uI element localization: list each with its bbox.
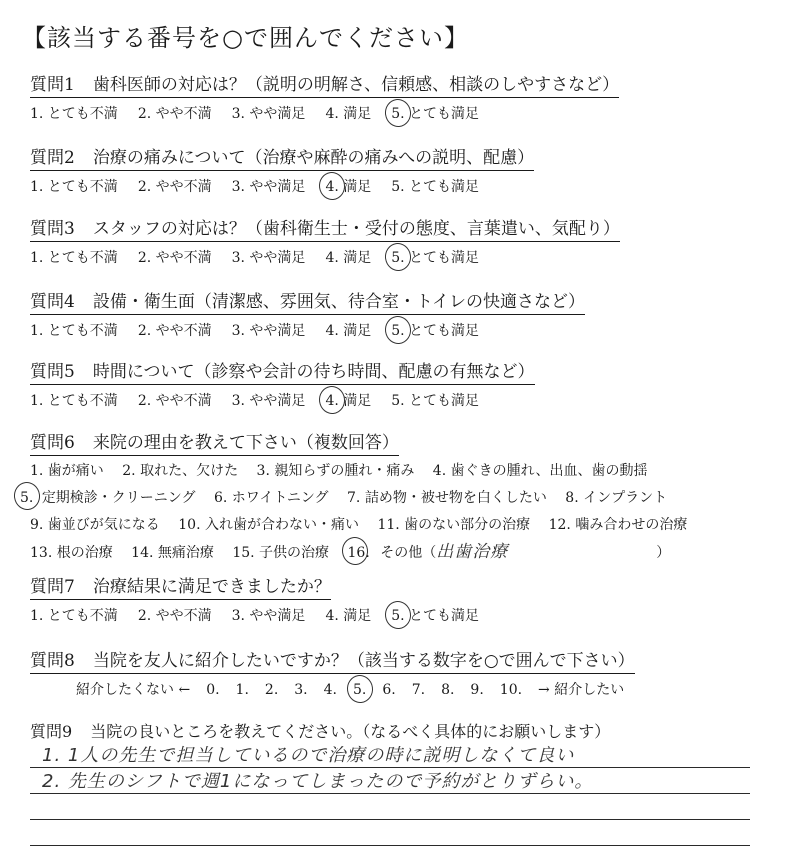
question-2-heading bbox=[30, 143, 534, 171]
question-6-heading bbox=[30, 428, 399, 456]
rating-option[interactable]: 2. やや不満 bbox=[137, 323, 212, 339]
scale-value[interactable]: 2. bbox=[264, 682, 279, 698]
question-3-number: 質問3 bbox=[30, 219, 75, 239]
rating-option[interactable]: 1. とても不満 bbox=[30, 179, 118, 195]
question-1-heading bbox=[30, 70, 619, 98]
question-9 bbox=[30, 719, 780, 742]
rating-option[interactable]: 2. やや不満 bbox=[137, 106, 212, 122]
question-3-text: スタッフの対応は？（歯科衛生士・受付の態度、言葉遣い、気配り） bbox=[92, 219, 620, 239]
recommend-scale bbox=[76, 678, 780, 702]
question-8 bbox=[30, 646, 780, 702]
answer-line[interactable] bbox=[30, 768, 750, 794]
reason-option[interactable]: 6. ホワイトニング bbox=[214, 490, 329, 506]
question-3-options bbox=[30, 246, 780, 270]
reason-option[interactable]: 2. 取れた、欠けた bbox=[122, 463, 239, 479]
rating-option-selected[interactable]: 5. とても満足 bbox=[391, 102, 479, 126]
reason-option[interactable]: 3. 親知らずの腫れ・痛み bbox=[256, 463, 415, 479]
other-close-paren: ） bbox=[656, 545, 671, 561]
reason-option[interactable]: 14. 無痛治療 bbox=[131, 545, 214, 561]
rating-option[interactable]: 1. とても不満 bbox=[30, 393, 118, 409]
rating-option[interactable]: 1. とても不満 bbox=[30, 608, 118, 624]
answer-line[interactable] bbox=[30, 820, 750, 846]
question-5-text: 時間について（診察や会計の待ち時間、配慮の有無など） bbox=[92, 362, 535, 382]
rating-option[interactable]: 4. 満足 bbox=[325, 608, 372, 624]
rating-option-selected[interactable]: 4. 満足 bbox=[325, 175, 371, 199]
question-3 bbox=[30, 214, 780, 270]
rating-option-selected[interactable]: 5. とても満足 bbox=[391, 604, 479, 628]
question-1-options bbox=[30, 102, 780, 126]
rating-option[interactable]: 4. 満足 bbox=[325, 106, 372, 122]
rating-option[interactable]: 3. やや満足 bbox=[231, 106, 306, 122]
question-2-options bbox=[30, 175, 780, 199]
scale-value[interactable]: 1. bbox=[235, 682, 249, 698]
scale-value[interactable]: 10. bbox=[499, 682, 523, 698]
rating-option[interactable]: 3. やや満足 bbox=[231, 179, 306, 195]
rating-option[interactable]: 5. とても満足 bbox=[391, 179, 480, 195]
rating-option[interactable]: 1. とても不満 bbox=[30, 323, 118, 339]
question-8-text: 当院を友人に紹介したいですか？（該当する数字を○で囲んで下さい） bbox=[92, 651, 635, 671]
scale-left-label: 紹介したくない ← bbox=[76, 682, 191, 698]
reason-option[interactable]: 9. 歯並びが気になる bbox=[30, 517, 160, 533]
question-1-number: 質問1 bbox=[30, 75, 75, 95]
rating-option[interactable]: 3. やや満足 bbox=[231, 250, 306, 266]
answer-line[interactable] bbox=[30, 794, 750, 820]
other-label: その他（ bbox=[380, 545, 437, 561]
reason-option[interactable]: 4. 歯ぐきの腫れ、出血、歯の動揺 bbox=[432, 463, 648, 479]
rating-option[interactable]: 3. やや満足 bbox=[231, 393, 306, 409]
rating-option[interactable]: 1. とても不満 bbox=[30, 106, 118, 122]
handwritten-answer-1: 1. 1人の先生で担当しているので治療の時に説明しなくて良い bbox=[42, 745, 575, 766]
reason-option[interactable]: 8. インプラント bbox=[565, 490, 668, 506]
reason-option[interactable]: 7. 詰め物・被せ物を白くしたい bbox=[347, 490, 547, 506]
scale-right-label: → 紹介したい bbox=[538, 682, 625, 698]
question-9-text: 当院の良いところを教えてください。（なるべく具体的にお願いします） bbox=[90, 722, 611, 741]
question-6-row-2 bbox=[20, 485, 780, 512]
question-7-heading bbox=[30, 572, 331, 600]
reason-option[interactable]: 11. 歯のない部分の治療 bbox=[377, 517, 531, 533]
question-7-options bbox=[30, 604, 780, 628]
reason-option[interactable]: 1. 歯が痛い bbox=[30, 463, 104, 479]
question-7 bbox=[30, 572, 780, 628]
scale-value[interactable]: 9. bbox=[470, 682, 484, 698]
form-title: 【該当する番号を○で囲んでください】 bbox=[22, 24, 469, 52]
rating-option-selected[interactable]: 5. とても満足 bbox=[391, 319, 479, 343]
scale-value[interactable]: 8. bbox=[441, 682, 455, 698]
reason-option[interactable]: 定期検診・クリーニング bbox=[41, 490, 196, 506]
reason-option[interactable]: 10. 入れ歯が合わない・痛い bbox=[178, 517, 359, 533]
question-1-text: 歯科医師の対応は？（説明の明解さ、信頼感、相談のしやすさなど） bbox=[92, 75, 620, 95]
rating-option[interactable]: 4. 満足 bbox=[325, 250, 372, 266]
rating-option[interactable]: 2. やや不満 bbox=[137, 250, 212, 266]
question-6-row-4 bbox=[30, 539, 780, 567]
question-2-text: 治療の痛みについて（治療や麻酔の痛みへの説明、配慮） bbox=[92, 148, 535, 168]
answer-line[interactable] bbox=[30, 742, 750, 768]
rating-option[interactable]: 2. やや不満 bbox=[137, 393, 212, 409]
rating-option[interactable]: 4. 満足 bbox=[325, 323, 372, 339]
question-8-number: 質問8 bbox=[30, 651, 75, 671]
handwritten-answer-2: 2. 先生のシフトで週1になってしまったので予約がとりずらい。 bbox=[42, 771, 594, 792]
question-4 bbox=[30, 287, 780, 343]
question-4-heading bbox=[30, 287, 585, 315]
rating-option[interactable]: 3. やや満足 bbox=[231, 323, 306, 339]
rating-option[interactable]: 2. やや不満 bbox=[137, 608, 212, 624]
question-4-number: 質問4 bbox=[30, 292, 75, 312]
question-7-text: 治療結果に満足できましたか？ bbox=[92, 577, 331, 597]
scale-value[interactable]: 6. bbox=[382, 682, 396, 698]
rating-option[interactable]: 2. やや不満 bbox=[137, 179, 212, 195]
rating-option[interactable]: 5. とても満足 bbox=[391, 393, 480, 409]
reason-option-selected[interactable]: 16. bbox=[348, 540, 370, 567]
question-6-row-3 bbox=[30, 512, 780, 539]
scale-value[interactable]: 7. bbox=[411, 682, 426, 698]
rating-option-selected[interactable]: 5. とても満足 bbox=[391, 246, 479, 270]
question-9-number: 質問9 bbox=[30, 722, 73, 741]
question-6-text: 来院の理由を教えて下さい（複数回答） bbox=[92, 433, 399, 453]
question-4-options bbox=[30, 319, 780, 343]
question-5-number: 質問5 bbox=[30, 362, 75, 382]
scale-value[interactable]: 0. bbox=[206, 682, 220, 698]
reason-option[interactable]: 15. 子供の治療 bbox=[232, 545, 330, 561]
answer-lines bbox=[30, 742, 750, 846]
question-1 bbox=[30, 70, 780, 126]
rating-option-selected[interactable]: 4. 満足 bbox=[325, 389, 371, 413]
other-field[interactable] bbox=[436, 539, 656, 567]
question-5-heading bbox=[30, 357, 535, 385]
reason-option[interactable]: 12. 噛み合わせの治療 bbox=[548, 517, 688, 533]
question-3-heading bbox=[30, 214, 620, 242]
scale-value[interactable]: 3. bbox=[294, 682, 308, 698]
question-5 bbox=[30, 357, 780, 413]
question-2 bbox=[30, 143, 780, 199]
scale-value[interactable]: 4. bbox=[323, 682, 337, 698]
reason-option-selected[interactable]: 5. bbox=[20, 485, 33, 512]
question-6 bbox=[20, 428, 780, 567]
question-4-text: 設備・衛生面（清潔感、雰囲気、待合室・トイレの快適さなど） bbox=[92, 292, 585, 312]
rating-option[interactable]: 1. とても不満 bbox=[30, 250, 118, 266]
question-5-options bbox=[30, 389, 780, 413]
other-handwritten-answer: 出歯治療 bbox=[436, 542, 509, 562]
rating-option[interactable]: 3. やや満足 bbox=[231, 608, 306, 624]
question-2-number: 質問2 bbox=[30, 148, 75, 168]
reason-option[interactable]: 13. 根の治療 bbox=[30, 545, 113, 561]
question-6-row-1 bbox=[30, 458, 780, 485]
question-8-heading bbox=[30, 646, 635, 674]
question-6-number: 質問6 bbox=[30, 433, 75, 453]
question-7-number: 質問7 bbox=[30, 577, 75, 597]
scale-value-selected[interactable]: 5. bbox=[353, 678, 366, 702]
question-9-heading bbox=[30, 719, 780, 742]
